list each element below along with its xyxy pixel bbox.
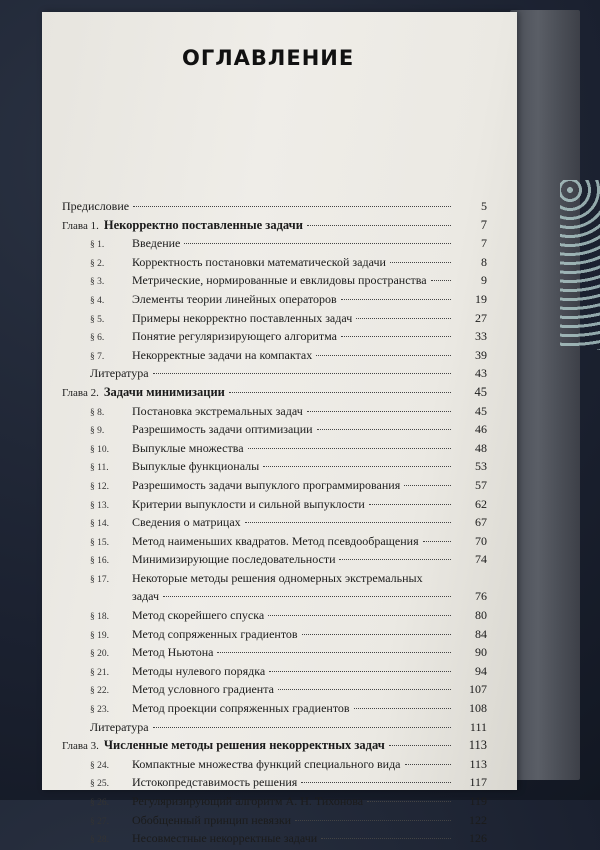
toc-row xyxy=(62,699,487,718)
page-number: 108 xyxy=(469,701,487,716)
entry-title: Несовместные некорректные задачи xyxy=(132,831,318,846)
leader-dots xyxy=(423,541,451,542)
page-number: 5 xyxy=(481,199,487,213)
leader-dots xyxy=(229,392,451,393)
chapter-number: Глава 1. xyxy=(62,219,99,232)
leader-dots xyxy=(163,596,451,597)
leader-dots xyxy=(356,318,451,319)
section-number: § 8. xyxy=(90,407,105,418)
toc-row xyxy=(62,402,487,421)
page-number: 117 xyxy=(469,775,487,790)
leader-dots xyxy=(341,299,451,300)
entry-title: Метод Ньютона xyxy=(132,645,214,660)
toc-row xyxy=(62,457,487,476)
leader-dots xyxy=(405,764,452,765)
page-number: 90 xyxy=(475,645,487,660)
section-number: § 9. xyxy=(90,426,105,437)
toc-row xyxy=(62,327,487,346)
leader-dots xyxy=(316,355,451,356)
leader-dots xyxy=(431,280,451,281)
toc-row xyxy=(62,513,487,532)
page-number: 119 xyxy=(469,794,487,808)
page-number: 7 xyxy=(481,236,487,251)
entry-title: Литература xyxy=(90,719,149,734)
entry-title: Сведения о матрицах xyxy=(132,515,241,530)
entry-title: Обобщенный принцип невязки xyxy=(132,812,292,827)
toc-row xyxy=(62,680,487,699)
toc-row xyxy=(62,550,487,569)
section-number: § 14. xyxy=(90,519,109,530)
section-number: § 18. xyxy=(90,612,109,623)
entry-title: Выпуклые функционалы xyxy=(132,459,260,474)
toc-row xyxy=(62,290,487,309)
chapter-number: Глава 2. xyxy=(62,386,99,399)
leader-dots xyxy=(217,652,451,653)
leader-dots xyxy=(248,448,451,449)
toc-row xyxy=(62,773,487,792)
leader-dots xyxy=(404,485,451,486)
section-number: § 25. xyxy=(90,779,109,790)
entry-title: Введение xyxy=(132,236,181,251)
entry-title: Критерии выпуклости и сильной выпуклости xyxy=(132,496,365,511)
page-number: 111 xyxy=(469,719,487,734)
toc-row xyxy=(62,606,487,625)
chapter-number: Глава 3. xyxy=(62,740,99,753)
section-number: § 19. xyxy=(90,630,109,641)
section-number: § 12. xyxy=(90,481,109,492)
page-number: 33 xyxy=(475,329,487,344)
page-number: 43 xyxy=(475,366,487,381)
leader-dots xyxy=(133,206,451,207)
page-number: 80 xyxy=(475,608,487,623)
toc-chapter-row xyxy=(62,383,487,402)
toc-row xyxy=(62,532,487,551)
page-number: 94 xyxy=(475,663,487,678)
section-number: § 10. xyxy=(90,444,109,455)
entry-title: Метод проекции сопряженных градиентов xyxy=(132,701,350,716)
entry-title: задач xyxy=(132,589,160,604)
table-of-contents xyxy=(62,197,487,848)
page-number: 53 xyxy=(475,459,487,474)
section-number: § 7. xyxy=(90,351,105,362)
page-number: 76 xyxy=(475,589,487,604)
toc-row xyxy=(62,569,487,588)
chapter-title: Задачи минимизации xyxy=(103,384,225,399)
leader-dots xyxy=(321,838,451,839)
entry-title: Литература xyxy=(90,366,149,381)
page-number: 113 xyxy=(468,738,487,753)
page-number: 113 xyxy=(469,756,487,771)
toc-row xyxy=(62,476,487,495)
leader-dots xyxy=(317,429,451,430)
entry-title: Истокопредставимость решения xyxy=(132,775,298,790)
toc-row xyxy=(62,811,487,830)
leader-dots xyxy=(268,615,451,616)
leader-dots xyxy=(307,225,451,226)
section-number: § 2. xyxy=(90,258,105,269)
page-number: 107 xyxy=(469,682,487,697)
section-number: § 28. xyxy=(90,835,109,846)
toc-chapter-row xyxy=(62,736,487,755)
book-cover-edge xyxy=(510,10,580,780)
leader-dots xyxy=(278,689,451,690)
entry-title: Некоторые методы решения одномерных экстремальных xyxy=(132,570,423,585)
toc-row xyxy=(62,495,487,514)
page-number: 39 xyxy=(475,347,487,362)
leader-dots xyxy=(354,708,451,709)
page-number: 46 xyxy=(475,422,487,437)
leader-dots xyxy=(307,411,451,412)
section-number: § 1. xyxy=(90,240,105,251)
entry-title: Примеры некорректно поставленных задач xyxy=(132,310,353,325)
toc-row xyxy=(62,439,487,458)
page-number: 57 xyxy=(475,477,487,492)
section-number: § 20. xyxy=(90,649,109,660)
book-page xyxy=(42,12,517,846)
leader-dots xyxy=(369,504,451,505)
section-number: § 13. xyxy=(90,500,109,511)
toc-row xyxy=(62,662,487,681)
toc-row xyxy=(62,625,487,644)
entry-title: Корректность постановки математической задачи xyxy=(132,254,386,269)
entry-title: Постановка экстремальных задач xyxy=(132,403,303,418)
toc-row xyxy=(62,643,487,662)
toc-chapter-row xyxy=(62,216,487,235)
leader-dots xyxy=(153,727,451,728)
leader-dots xyxy=(389,745,451,746)
page-number: 70 xyxy=(475,533,487,548)
entry-title: Метод наименьших квадратов. Метод псевдообращения xyxy=(132,533,419,548)
section-number: § 5. xyxy=(90,314,105,325)
toc-row xyxy=(62,271,487,290)
entry-title: Разрешимость задачи оптимизации xyxy=(132,422,313,437)
page-number: 84 xyxy=(475,626,487,641)
toc-row xyxy=(62,792,487,811)
section-number: § 15. xyxy=(90,537,109,548)
toc-row xyxy=(62,234,487,253)
leader-dots xyxy=(263,466,451,467)
section-number: § 16. xyxy=(90,556,109,567)
entry-title: Предисловие xyxy=(62,199,130,213)
section-number: § 3. xyxy=(90,277,105,288)
leader-dots xyxy=(295,820,451,821)
page-number: 45 xyxy=(474,384,487,399)
entry-title: Метод условного градиента xyxy=(132,682,274,697)
toc-row xyxy=(62,309,487,328)
page-number: 48 xyxy=(475,440,487,455)
entry-title: Выпуклые множества xyxy=(132,440,244,455)
entry-title: Минимизирующие последовательности xyxy=(132,552,336,567)
toc-row xyxy=(62,829,487,848)
page-number: 9 xyxy=(481,273,487,288)
section-number: § 22. xyxy=(90,686,109,697)
page-number: 45 xyxy=(475,403,487,418)
section-number: § 27. xyxy=(90,816,109,827)
leader-dots xyxy=(184,243,451,244)
leader-dots xyxy=(301,782,451,783)
section-number: § 11. xyxy=(90,463,109,474)
entry-title: Компактные множества функций специального вида xyxy=(132,756,401,771)
page-number: 67 xyxy=(475,515,487,530)
entry-title: Регуляризирующий алгоритм А. Н. Тихонова xyxy=(132,794,364,808)
section-number: § 21. xyxy=(90,667,109,678)
toc-row xyxy=(62,755,487,774)
toc-row xyxy=(62,420,487,439)
toc-row xyxy=(62,197,487,216)
leader-dots xyxy=(339,559,451,560)
leader-dots xyxy=(302,634,451,635)
section-number: § 26. xyxy=(90,798,109,808)
entry-title: Разрешимость задачи выпуклого программирования xyxy=(132,477,401,492)
page-number: 62 xyxy=(475,496,487,511)
page-number: 122 xyxy=(469,812,487,827)
page-number: 126 xyxy=(469,831,487,846)
entry-title: Понятие регуляризирующего алгоритма xyxy=(132,329,337,344)
entry-title: Некорректные задачи на компактах xyxy=(132,347,313,362)
toc-row xyxy=(62,364,487,383)
page-title: ОГЛАВЛЕНИЕ xyxy=(182,46,355,70)
leader-dots xyxy=(153,373,451,374)
section-number: § 6. xyxy=(90,333,105,344)
entry-title: Элементы теории линейных операторов xyxy=(132,291,337,306)
toc-row xyxy=(62,587,487,606)
chapter-title: Некорректно поставленные задачи xyxy=(103,217,303,232)
section-number: § 17. xyxy=(90,574,109,585)
page-number: 19 xyxy=(475,291,487,306)
page-number: 74 xyxy=(475,552,487,567)
page-number: 7 xyxy=(480,217,487,232)
section-number: § 24. xyxy=(90,760,109,771)
chapter-title: Численные методы решения некорректных задач xyxy=(103,738,385,753)
entry-title: Метод сопряженных градиентов xyxy=(132,626,298,641)
leader-dots xyxy=(367,801,451,802)
leader-dots xyxy=(390,262,451,263)
toc-row xyxy=(62,718,487,737)
entry-title: Метод скорейшего спуска xyxy=(132,608,265,623)
page-number: 8 xyxy=(481,254,487,269)
entry-title: Методы нулевого порядка xyxy=(132,663,266,678)
entry-title: Метрические, нормированные и евклидовы пространства xyxy=(132,273,427,288)
tablecloth-lace xyxy=(560,180,600,350)
leader-dots xyxy=(341,336,451,337)
leader-dots xyxy=(269,671,451,672)
section-number: § 4. xyxy=(90,295,105,306)
toc-row xyxy=(62,346,487,365)
toc-row xyxy=(62,253,487,272)
page-number: 27 xyxy=(475,310,487,325)
leader-dots xyxy=(245,522,451,523)
section-number: § 23. xyxy=(90,705,109,716)
